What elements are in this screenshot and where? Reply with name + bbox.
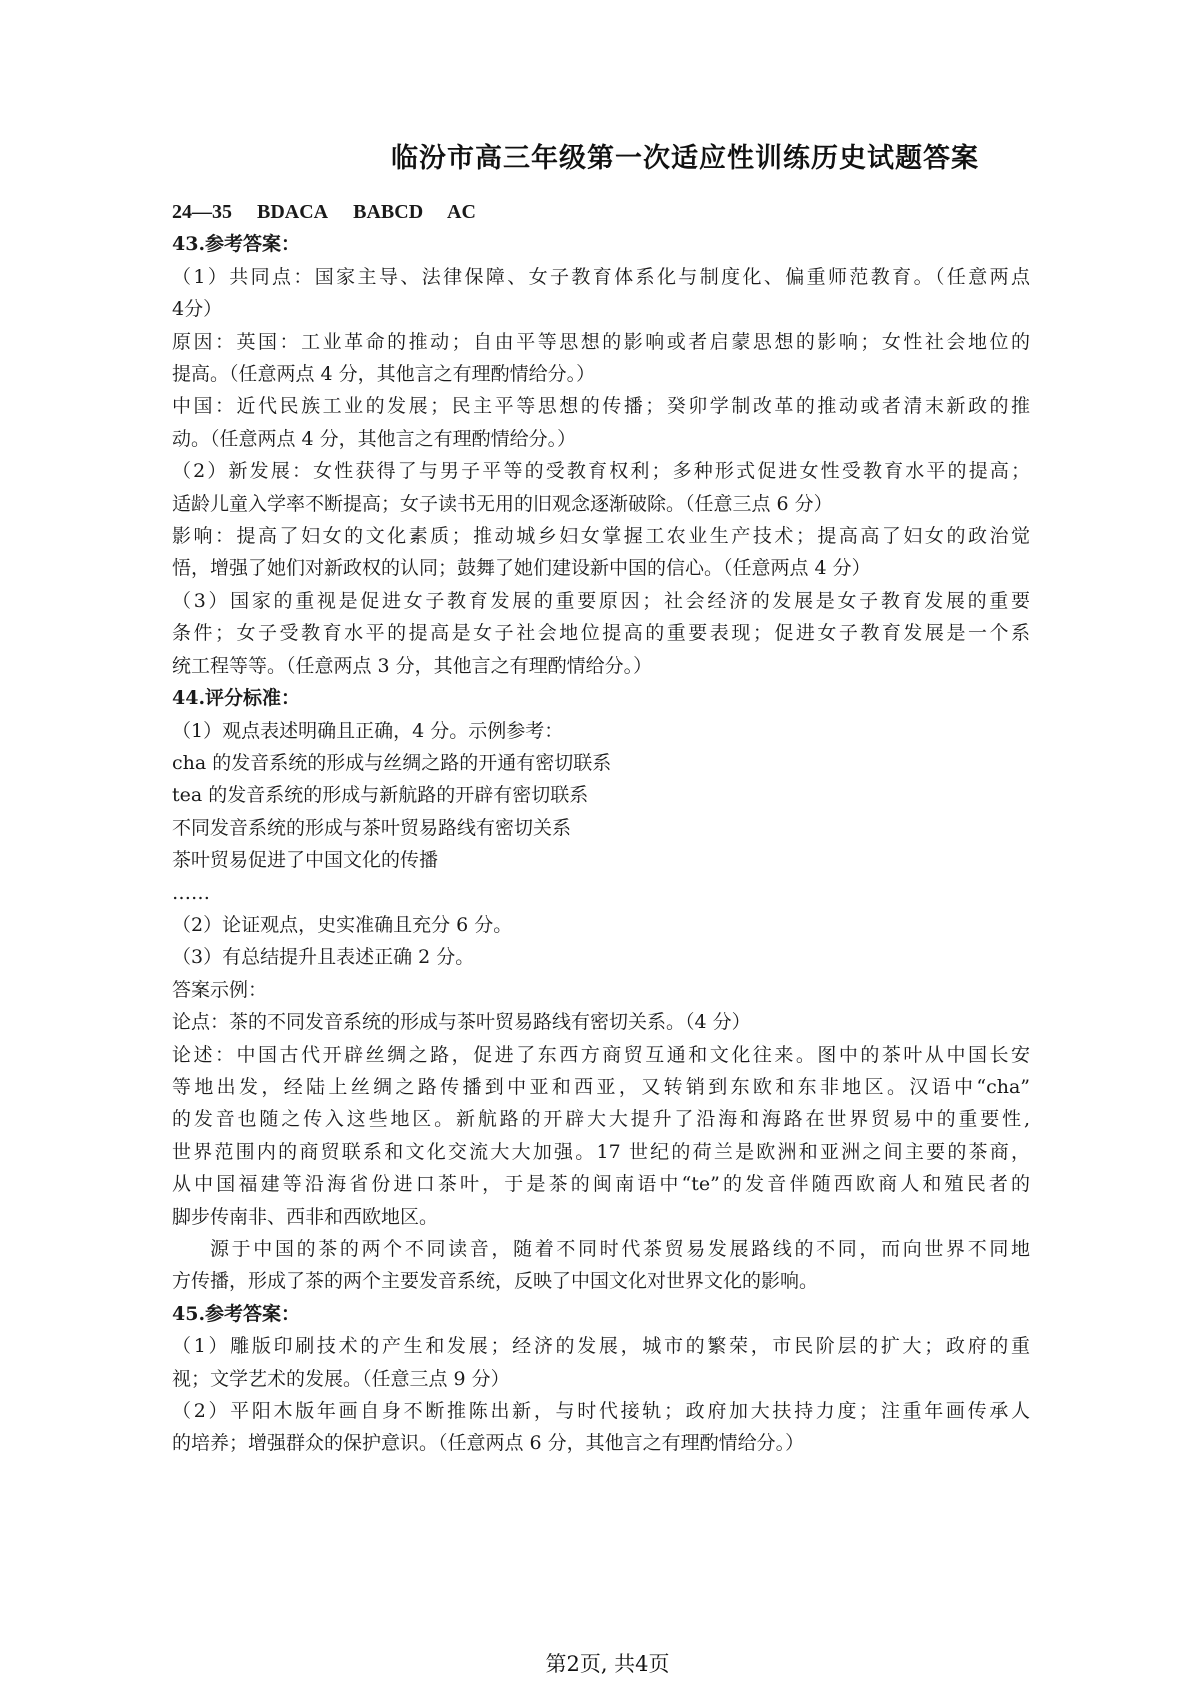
q43-text-line: 条件；女子受教育水平的提高是女子社会地位提高的重要表现；促进女子教育发展是一个系 [172,622,1030,645]
q45-heading: 45.参考答案： [172,1302,301,1325]
q43-text-line: 影响：提高了妇女的文化素质；推动城乡妇女掌握工农业生产技术；提高高了妇女的政治觉 [172,525,1030,548]
q43-text-line: 中国：近代民族工业的发展；民主平等思想的传播；癸卯学制改革的推动或者清末新政的推 [172,395,1030,418]
q44-conclusion-line: 源于中国的茶的两个不同读音，随着不同时代茶贸易发展路线的不同，而向世界不同地 [210,1238,1030,1260]
q44-criterion: （3）有总结提升且表述正确 2 分。 [172,946,475,969]
mcq-group-2: BABCD [353,201,424,223]
q44-conclusion-line: 方传播，形成了茶的两个主要发音系统，反映了中国文化对世界文化的影响。 [172,1270,819,1293]
q43-text-line: 适龄儿童入学率不断提高；女子读书无用的旧观念逐渐破除。（任意三点 6 分） [172,492,833,515]
q43-text-line: 提高。（任意两点 4 分，其他言之有理酌情给分。） [172,363,596,386]
mcq-group-3: AC [447,201,476,223]
q44-heading: 44.评分标准： [172,687,301,710]
q43-text-line: 原因：英国：工业革命的推动；自由平等思想的影响或者启蒙思想的影响；女性社会地位的 [172,330,1030,353]
q44-argument-line: 脚步传南非、西非和西欧地区。 [172,1205,439,1228]
q45-text-line: 视；文学艺术的发展。（任意三点 9 分） [172,1367,510,1390]
q43-text-line: （1）共同点：国家主导、法律保障、女子教育体系化与制度化、偏重师范教育。（任意两点 [172,265,1030,288]
q44-example: 不同发音系统的形成与茶叶贸易路线有密切关系 [172,816,572,839]
mcq-group-1: BDACA [257,201,329,223]
q44-argument-line: 从中国福建等沿海省份进口茶叶，于是茶的闽南语中“te”的发音伴随西欧商人和殖民者的 [172,1173,1030,1196]
mcq-answers [172,196,1030,228]
q43-text-line: （3）国家的重视是促进女子教育发展的重要原因；社会经济的发展是女子教育发展的重要 [172,589,1030,612]
q44-example: cha 的发音系统的形成与丝绸之路的开通有密切联系 [172,751,612,774]
mcq-range: 24—35 [172,201,232,223]
q43-text-line: 4分） [172,298,223,321]
page-footer: 第2页, 共4页 [545,1652,670,1676]
q44-thesis: 论点：茶的不同发音系统的形成与茶叶贸易路线有密切关系。（4 分） [172,1011,751,1034]
q43-heading: 43.参考答案： [172,233,301,256]
q44-argument-line: 论述：中国古代开辟丝绸之路，促进了东西方商贸互通和文化往来。图中的茶叶从中国长安 [172,1043,1030,1066]
q44-criterion: （1）观点表述明确且正确，4 分。示例参考： [172,719,564,742]
q45-text-line: （1）雕版印刷技术的产生和发展；经济的发展，城市的繁荣，市民阶层的扩大；政府的重 [172,1335,1030,1358]
q44-sample-heading: 答案示例： [172,978,268,1001]
q44-argument-line: 等地出发，经陆上丝绸之路传播到中亚和西亚，又转销到东欧和东非地区。汉语中“cha” [172,1075,1030,1098]
q44-example: 茶叶贸易促进了中国文化的传播 [172,849,439,872]
q44-argument-line: 世界范围内的商贸联系和文化交流大大加强。17 世纪的荷兰是欧洲和亚洲之间主要的茶商， [172,1140,1030,1163]
q44-example: tea 的发音系统的形成与新航路的开辟有密切联系 [172,784,589,807]
q44-argument-line: 的发音也随之传入这些地区。新航路的开辟大大提升了沿海和海路在世界贸易中的重要性, [172,1108,1030,1131]
q44-ellipsis: …… [172,881,210,904]
q43-text-line: 悟，增强了她们对新政权的认同；鼓舞了她们建设新中国的信心。（任意两点 4 分） [172,557,871,580]
answer-content [172,196,1030,1460]
q44-criterion: （2）论证观点，史实准确且充分 6 分。 [172,913,513,936]
q45-text-line: 的培养；增强群众的保护意识。（任意两点 6 分，其他言之有理酌情给分。） [172,1432,805,1455]
q43-text-line: 统工程等等。（任意两点 3 分，其他言之有理酌情给分。） [172,654,653,677]
q43-text-line: 动。（任意两点 4 分，其他言之有理酌情给分。） [172,427,577,450]
page-title: 临汾市高三年级第一次适应性训练历史试题答案 [391,143,979,174]
q43-text-line: （2）新发展：女性获得了与男子平等的受教育权利；多种形式促进女性受教育水平的提高； [172,460,1030,483]
q45-text-line: （2）平阳木版年画自身不断推陈出新，与时代接轨；政府加大扶持力度；注重年画传承人 [172,1400,1030,1423]
